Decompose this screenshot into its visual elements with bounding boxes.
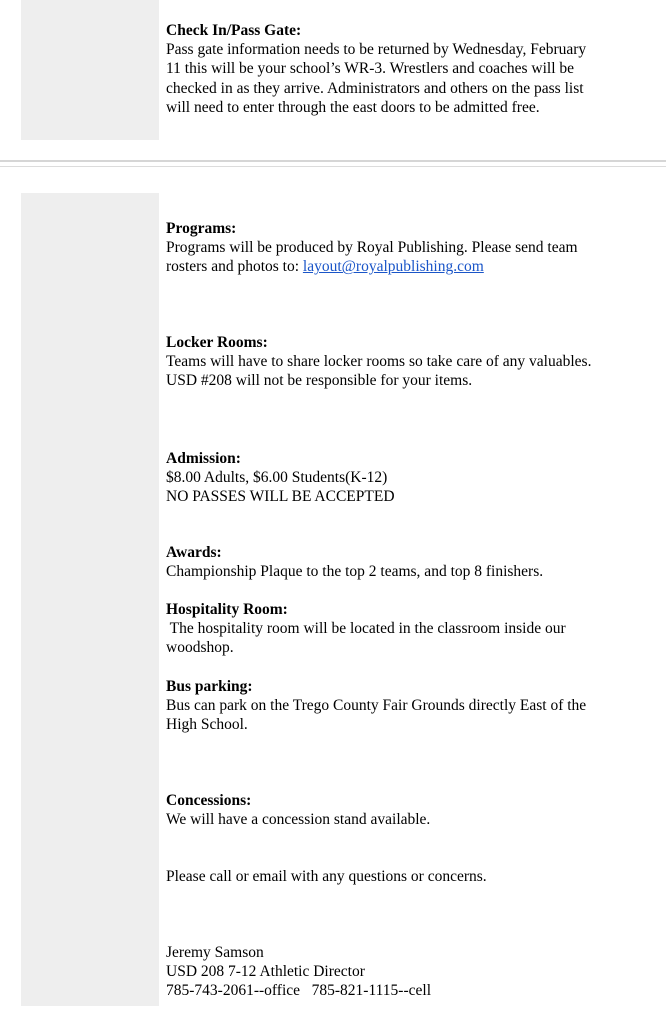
check-in-heading: Check In/Pass Gate:	[166, 22, 302, 39]
programs-line	[166, 257, 626, 276]
hospitality-heading: Hospitality Room:	[166, 601, 288, 618]
bus-parking-section	[166, 677, 626, 735]
check-in-line: checked in as they arrive. Administrators and others on the pass list	[166, 79, 584, 97]
closing-section	[166, 867, 626, 886]
closing-line: Please call or email with any questions or concerns.	[166, 868, 487, 885]
bus-parking-line: Bus can park on the Trego County Fair Grounds directly East of the	[166, 697, 587, 715]
programs-line: Programs will be produced by Royal Publishing. Please send team	[166, 239, 578, 257]
section-divider	[0, 160, 666, 162]
locker-rooms-section	[166, 333, 626, 391]
admission-section	[166, 449, 626, 507]
locker-rooms-heading: Locker Rooms:	[166, 334, 268, 351]
concessions-section	[166, 791, 626, 829]
check-in-line: Pass gate information needs to be returned by Wednesday, February	[166, 41, 587, 59]
awards-line: Championship Plaque to the top 2 teams, and top 8 finishers.	[166, 563, 544, 581]
section-divider-secondary	[0, 166, 666, 167]
awards-heading: Awards:	[166, 544, 222, 561]
check-in-section	[166, 21, 626, 117]
left-margin-panel-top	[21, 0, 159, 140]
bus-parking-line: High School.	[166, 716, 248, 734]
hospitality-section	[166, 600, 626, 658]
programs-section	[166, 219, 626, 277]
hospitality-line: The hospitality room will be located in the classroom inside our	[166, 620, 566, 638]
locker-rooms-line: USD #208 will not be responsible for your items.	[166, 372, 473, 390]
admission-line: NO PASSES WILL BE ACCEPTED	[166, 488, 395, 506]
left-margin-panel-bottom	[21, 193, 159, 1006]
concessions-heading: Concessions:	[166, 792, 252, 809]
bus-parking-heading: Bus parking:	[166, 678, 253, 695]
concessions-line: We will have a concession stand available.	[166, 811, 431, 829]
signature-block	[166, 943, 626, 1001]
locker-rooms-line: Teams will have to share locker rooms so take care of any valuables.	[166, 353, 592, 371]
hospitality-line: woodshop.	[166, 639, 234, 657]
programs-heading: Programs:	[166, 220, 237, 237]
check-in-line: will need to enter through the east doors to be admitted free.	[166, 98, 540, 116]
admission-line: $8.00 Adults, $6.00 Students(K-12)	[166, 469, 388, 487]
signature-phones: 785-743-2061--office 785-821-1115--cell	[166, 982, 431, 1000]
check-in-line: 11 this will be your school’s WR-3. Wrestlers and coaches will be	[166, 60, 575, 78]
signature-name: Jeremy Samson	[166, 944, 264, 961]
programs-line-prefix: rosters and photos to:	[166, 258, 303, 276]
email-link[interactable]: layout@royalpublishing.com	[302, 258, 484, 276]
awards-section	[166, 543, 626, 581]
admission-heading: Admission:	[166, 450, 241, 467]
signature-title: USD 208 7-12 Athletic Director	[166, 963, 365, 981]
